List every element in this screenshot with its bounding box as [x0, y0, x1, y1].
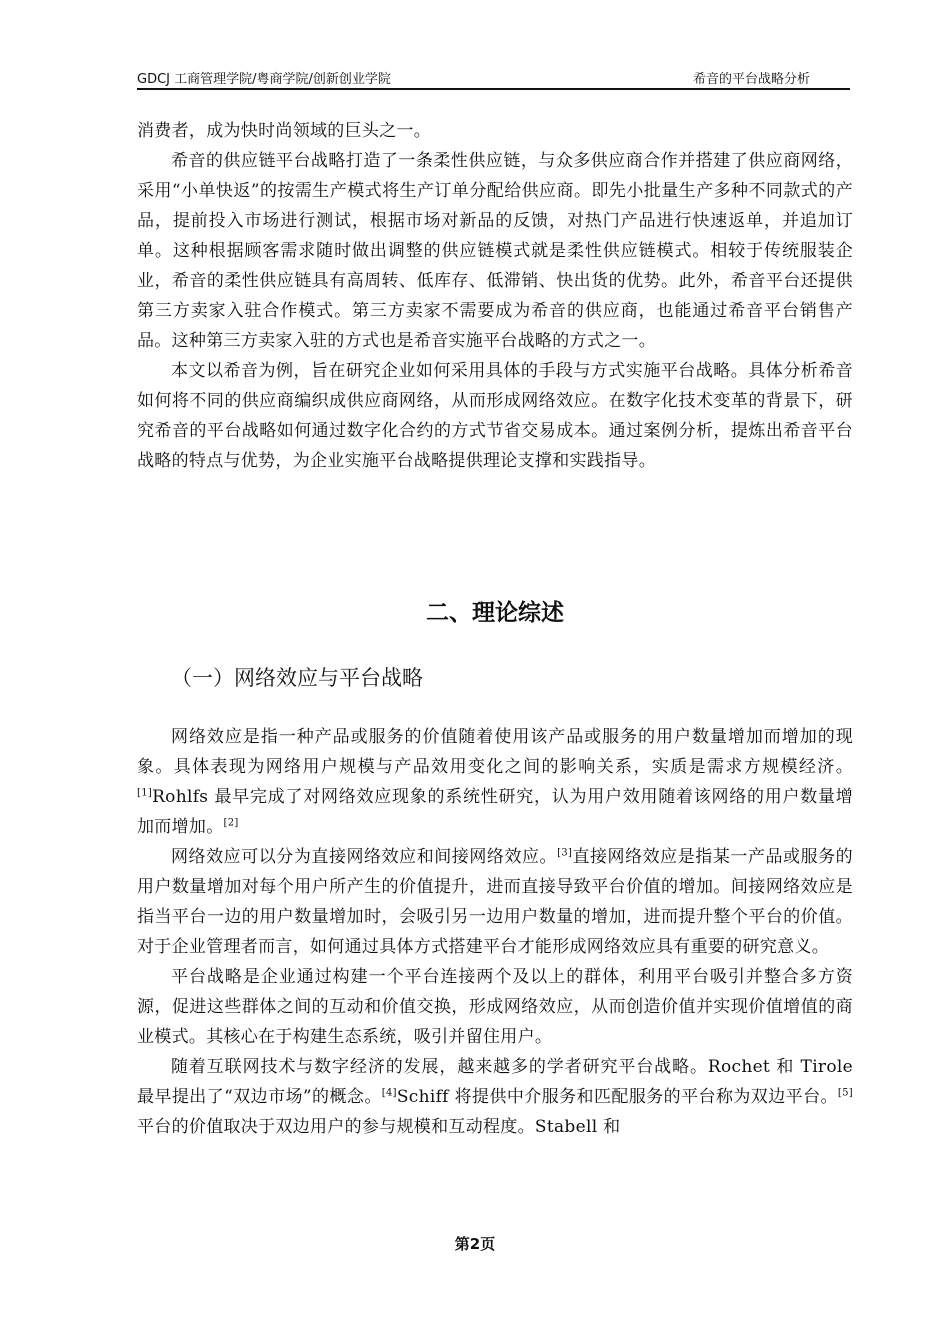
citation: [5]: [837, 1087, 853, 1099]
chapter-title: 二、理论综述: [426, 600, 564, 626]
header-paper-title: 希音的平台战略分析: [692, 72, 810, 87]
citation: [4]: [381, 1087, 397, 1099]
page-body: [137, 116, 853, 1137]
paragraph-continuation: 消费者，成为快时尚领域的巨头之一。: [137, 121, 432, 141]
running-header: [137, 66, 850, 90]
paragraph-platform-strategy: 平台战略是企业通过构建一个平台连接两个及以上的群体，利用平台吸引并整合多方资源，促进这些群体之间的互动和价值交换，形成网络效应，从而创造价值并实现价值增值的商业模式。其核心在于构建生态系统，吸引并留住用户。: [137, 967, 853, 1047]
paragraph-network-types: [137, 842, 853, 962]
subsection-title: （一）网络效应与平台战略: [171, 666, 423, 690]
citation: [3]: [557, 847, 573, 859]
text-run: 随着互联网技术与数字经济的发展，越来越多的学者研究平台战略。Rochet 和 Tirole 最早提出了“双边市场”的概念。: [137, 1057, 853, 1107]
paragraph-supply-chain: 希音的供应链平台战略打造了一条柔性供应链，与众多供应商合作并搭建了供应商网络，采用“小单快返”的按需生产模式将生产订单分配给供应商。即先小批量生产多种不同款式的产品，提前投入市场进行测试，根据市场对新品的反馈，对热门产品进行快速返单，并追加订单。这种根据顾客需求随时做出调整的供应链模式就是柔性供应链模式。相较于传统服装企业，希音的柔性供应链具有高周转、低库存、低滞销、快出货的优势。此外，希音平台还提供第三方卖家入驻合作模式。第三方卖家不需要成为希音的供应商，也能通过希音平台销售产品。这种第三方卖家入驻的方式也是希音实施平台战略的方式之一。: [137, 151, 853, 351]
paragraph-research-aim: 本文以希音为例，旨在研究企业如何采用具体的手段与方式实施平台战略。具体分析希音如何将不同的供应商编织成供应商网络，从而形成网络效应。在数字化技术变革的背景下，研究希音的平台战略如何通过数字化合约的方式节省交易成本。通过案例分析，提炼出希音平台战略的特点与优势，为企业实施平台战略提供理论支撑和实践指导。: [137, 361, 853, 471]
text-run: 网络效应是指一种产品或服务的价值随着使用该产品或服务的用户数量增加而增加的现象。具体表现为网络用户规模与产品效用变化之间的影响关系，实质是需求方规模经济。: [137, 727, 853, 777]
text-run: Rohlfs 最早完成了对网络效应现象的系统性研究，认为用户效用随着该网络的用户数量增加而增加。: [137, 787, 853, 837]
theory-section: [137, 722, 853, 1142]
paragraph-network-effect: [137, 722, 853, 842]
citation: [1]: [137, 787, 153, 799]
citation: [2]: [223, 817, 239, 829]
text-run: 直接网络效应是指某一产品或服务的用户数量增加对每个用户所产生的价值提升，进而直接导致平台价值的增加。间接网络效应是指当平台一边的用户数量增加时，会吸引另一边用户数量的增加，进而提升整个平台的价值。对于企业管理者而言，如何通过具体方式搭建平台才能形成网络效应具有重要的研究意义。: [137, 847, 853, 957]
intro-section: [137, 116, 853, 476]
text-run: 网络效应可以分为直接网络效应和间接网络效应。: [171, 847, 558, 867]
text-run: 平台的价值取决于双边用户的参与规模和互动程度。Stabell 和: [137, 1117, 621, 1137]
header-institution: GDCJ 工商管理学院/粤商学院/创新创业学院: [137, 72, 391, 87]
text-run: Schiff 将提供中介服务和匹配服务的平台称为双边平台。: [396, 1087, 838, 1107]
paragraph-literature: [137, 1052, 853, 1142]
page-number: 第2页: [454, 1235, 496, 1253]
